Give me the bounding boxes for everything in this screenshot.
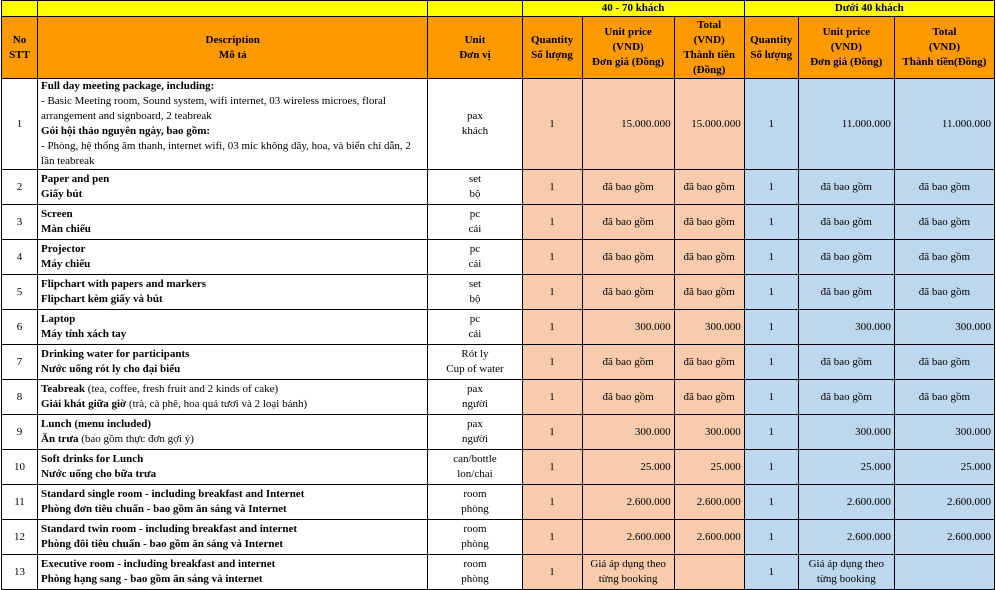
cell-q2: 1 xyxy=(744,485,798,520)
unit-vi: cái xyxy=(468,223,482,235)
header-line: Đơn giá (Đồng) xyxy=(810,56,883,68)
col-description-header xyxy=(38,17,428,79)
group-header-row xyxy=(2,1,995,17)
header-line: (VND) xyxy=(928,41,960,53)
description-line xyxy=(41,79,424,94)
cell-t2: 300.000 xyxy=(894,310,994,345)
description-bold: Soft drinks for Lunch xyxy=(41,453,144,465)
group-blank xyxy=(38,1,428,17)
unit-en: can/bottle xyxy=(453,453,497,465)
unit-en: room xyxy=(463,488,487,500)
cell-t2: 300.000 xyxy=(894,415,994,450)
cell-no: 1 xyxy=(2,79,38,170)
description-normal: (trà, cà phê, hoa quả tươi và 2 loại bánh) xyxy=(126,398,308,410)
cell-t2: đã bao gồm xyxy=(894,170,994,205)
header-line: Quantity xyxy=(750,33,793,46)
description-bold: Projector xyxy=(41,243,86,255)
description-line xyxy=(41,537,424,552)
header-line: Thành tiền xyxy=(683,48,735,61)
cell-p2: 11.000.000 xyxy=(798,79,894,170)
description-bold: Máy chiếu xyxy=(41,258,91,270)
unit-en: pax xyxy=(467,110,483,122)
cell-description xyxy=(38,240,428,275)
cell-p2: 300.000 xyxy=(798,415,894,450)
column-header-row xyxy=(2,17,995,79)
header-line: Số lượng xyxy=(531,48,573,61)
description-line xyxy=(41,417,424,432)
cell-p1: đã bao gồm xyxy=(582,345,674,380)
unit-vi: người xyxy=(462,398,488,410)
header-line: (VND) xyxy=(612,41,644,53)
description-line xyxy=(41,94,424,124)
col-total-1-header xyxy=(674,17,744,79)
cell-p2: đã bao gồm xyxy=(798,240,894,275)
group-under-40: Dưới 40 khách xyxy=(744,1,994,17)
description-bold: Paper and pen xyxy=(41,173,110,185)
col-no-header xyxy=(2,17,38,79)
cell-description xyxy=(38,485,428,520)
cell-no: 10 xyxy=(2,450,38,485)
header-line: Unit price xyxy=(822,26,870,38)
cell-t2: đã bao gồm xyxy=(894,205,994,240)
description-bold: Phòng đơn tiêu chuẩn - bao gồm ăn sáng và Internet xyxy=(41,503,287,515)
description-normal: - Basic Meeting room, Sound system, wifi internet, 03 wireless microes, floral arrangement and signboard, 2 teabreak xyxy=(41,95,386,122)
cell-t1: đã bao gồm xyxy=(674,345,744,380)
cell-q2: 1 xyxy=(744,345,798,380)
cell-no: 6 xyxy=(2,310,38,345)
cell-q2: 1 xyxy=(744,205,798,240)
cell-q1: 1 xyxy=(522,450,582,485)
unit-vi: phòng xyxy=(461,573,489,585)
cell-t2: 11.000.000 xyxy=(894,79,994,170)
cell-q1: 1 xyxy=(522,520,582,555)
cell-unit xyxy=(428,205,522,240)
cell-p2: 300.000 xyxy=(798,310,894,345)
cell-description xyxy=(38,275,428,310)
cell-unit xyxy=(428,310,522,345)
unit-en: pc xyxy=(469,313,481,325)
cell-t2 xyxy=(894,555,994,590)
unit-en: room xyxy=(463,523,487,535)
cell-no: 4 xyxy=(2,240,38,275)
cell-unit xyxy=(428,170,522,205)
unit-en: pc xyxy=(469,208,481,220)
cell-unit xyxy=(428,345,522,380)
unit-vi: cái xyxy=(468,258,482,270)
table-row xyxy=(2,450,995,485)
description-bold: Standard twin room - including breakfast and internet xyxy=(41,523,298,535)
cell-q2: 1 xyxy=(744,450,798,485)
unit-vi: bộ xyxy=(469,188,481,200)
cell-q2: 1 xyxy=(744,380,798,415)
cell-q2: 1 xyxy=(744,79,798,170)
description-bold: Lunch (menu included) xyxy=(41,418,152,430)
cell-q2: 1 xyxy=(744,170,798,205)
unit-vi: Cup of water xyxy=(446,363,504,375)
table-row xyxy=(2,415,995,450)
description-line xyxy=(41,277,424,292)
col-unit-price-1-header xyxy=(582,17,674,79)
cell-q1: 1 xyxy=(522,275,582,310)
description-line xyxy=(41,572,424,587)
cell-description xyxy=(38,310,428,345)
cell-unit xyxy=(428,415,522,450)
table-row xyxy=(2,170,995,205)
header-line: Unit xyxy=(464,33,486,46)
description-bold: Standard single room - including breakfast and Internet xyxy=(41,488,305,500)
description-bold: Màn chiếu xyxy=(41,223,91,235)
cell-p1: 2.600.000 xyxy=(582,485,674,520)
unit-en: pc xyxy=(469,243,481,255)
description-line xyxy=(41,557,424,572)
table-row xyxy=(2,555,995,590)
description-bold: Giấy bút xyxy=(41,188,83,200)
description-bold: Drinking water for participants xyxy=(41,348,190,360)
cell-q1: 1 xyxy=(522,555,582,590)
cell-t1: đã bao gồm xyxy=(674,170,744,205)
cell-unit xyxy=(428,520,522,555)
description-line xyxy=(41,312,424,327)
header-line: Total xyxy=(932,26,957,38)
cell-no: 11 xyxy=(2,485,38,520)
cell-p1: 300.000 xyxy=(582,310,674,345)
table-row xyxy=(2,205,995,240)
cell-no: 3 xyxy=(2,205,38,240)
cell-q2: 1 xyxy=(744,240,798,275)
cell-description xyxy=(38,415,428,450)
table-row xyxy=(2,345,995,380)
description-normal: - Phòng, hệ thống âm thanh, internet wifi, 03 mic không dây, hoa, và biển chỉ dẫn, 2 lần teabreak xyxy=(41,140,411,167)
cell-p1: đã bao gồm xyxy=(582,170,674,205)
description-bold: Laptop xyxy=(41,313,76,325)
cell-p2: đã bao gồm xyxy=(798,380,894,415)
cell-p1: đã bao gồm xyxy=(582,240,674,275)
cell-no: 7 xyxy=(2,345,38,380)
header-line: Quantity xyxy=(530,33,574,46)
description-bold: Ăn trưa xyxy=(41,433,79,445)
description-line xyxy=(41,382,424,397)
cell-t1: đã bao gồm xyxy=(674,240,744,275)
col-total-2-header xyxy=(894,17,994,79)
table-row xyxy=(2,380,995,415)
cell-p2: đã bao gồm xyxy=(798,170,894,205)
unit-vi: phòng xyxy=(461,538,489,550)
description-line xyxy=(41,187,424,202)
cell-p1: đã bao gồm xyxy=(582,275,674,310)
description-bold: Executive room - including breakfast and internet xyxy=(41,558,276,570)
cell-q2: 1 xyxy=(744,415,798,450)
cell-t1: 2.600.000 xyxy=(674,520,744,555)
header-line: Unit price xyxy=(604,26,652,38)
cell-q1: 1 xyxy=(522,345,582,380)
cell-unit xyxy=(428,450,522,485)
cell-t1: đã bao gồm xyxy=(674,275,744,310)
cell-no: 5 xyxy=(2,275,38,310)
cell-p2: đã bao gồm xyxy=(798,275,894,310)
description-bold: Teabreak xyxy=(41,383,86,395)
header-line: (Đồng) xyxy=(692,63,726,76)
cell-q1: 1 xyxy=(522,415,582,450)
unit-en: pax xyxy=(467,383,483,395)
cell-t2: 25.000 xyxy=(894,450,994,485)
description-line xyxy=(41,327,424,342)
description-line xyxy=(41,242,424,257)
cell-description xyxy=(38,380,428,415)
cell-t1: đã bao gồm xyxy=(674,380,744,415)
table-row xyxy=(2,275,995,310)
header-line: Số lượng xyxy=(750,48,793,61)
table-row xyxy=(2,485,995,520)
cell-t2: đã bao gồm xyxy=(894,380,994,415)
cell-no: 2 xyxy=(2,170,38,205)
description-line xyxy=(41,257,424,272)
description-bold: Phòng đôi tiêu chuẩn - bao gồm ăn sáng và Internet xyxy=(41,538,284,550)
cell-t1: 300.000 xyxy=(674,415,744,450)
description-line xyxy=(41,292,424,307)
unit-vi: lon/chai xyxy=(457,468,493,480)
cell-no: 12 xyxy=(2,520,38,555)
cell-unit xyxy=(428,275,522,310)
cell-t1 xyxy=(674,555,744,590)
header-line: Đơn giá (Đồng) xyxy=(592,56,665,68)
col-quantity-2-header xyxy=(744,17,798,79)
cell-t1: 15.000.000 xyxy=(674,79,744,170)
unit-en: room xyxy=(463,558,487,570)
cell-description xyxy=(38,79,428,170)
description-line xyxy=(41,362,424,377)
quotation-table xyxy=(1,0,995,590)
description-bold: Flipchart kèm giấy và bút xyxy=(41,293,163,305)
description-bold: Nước uống rót ly cho đại biểu xyxy=(41,363,181,375)
cell-p1: 25.000 xyxy=(582,450,674,485)
cell-q2: 1 xyxy=(744,275,798,310)
cell-t1: đã bao gồm xyxy=(674,205,744,240)
description-line xyxy=(41,432,424,447)
cell-t2: đã bao gồm xyxy=(894,240,994,275)
header-line: Thành tiền(Đồng) xyxy=(902,56,987,68)
cell-t2: đã bao gồm xyxy=(894,275,994,310)
col-quantity-1-header xyxy=(522,17,582,79)
cell-p2: 2.600.000 xyxy=(798,485,894,520)
header-line: Description xyxy=(205,33,260,46)
description-line xyxy=(41,502,424,517)
description-bold: Máy tính xách tay xyxy=(41,328,127,340)
description-bold: Screen xyxy=(41,208,73,220)
header-line: Mô tả xyxy=(218,48,247,61)
header-line: (VND) xyxy=(830,41,862,53)
table-row xyxy=(2,79,995,170)
description-bold: Full day meeting package, including: xyxy=(41,80,215,92)
table-row xyxy=(2,520,995,555)
cell-no: 13 xyxy=(2,555,38,590)
cell-p1: đã bao gồm xyxy=(582,380,674,415)
description-line xyxy=(41,467,424,482)
description-bold: Phòng hạng sang - bao gồm ăn sáng và internet xyxy=(41,573,263,585)
unit-en: set xyxy=(468,173,482,185)
description-line xyxy=(41,124,424,139)
cell-p2: Giá áp dụng theo từng booking xyxy=(798,555,894,590)
description-bold: Nước uống cho bữa trưa xyxy=(41,468,157,480)
cell-p1: Giá áp dụng theo từng booking xyxy=(582,555,674,590)
cell-t2: 2.600.000 xyxy=(894,520,994,555)
description-normal: (tea, coffee, fresh fruit and 2 kinds of cake) xyxy=(85,383,279,395)
description-bold: Giải khát giữa giờ xyxy=(41,398,127,410)
header-line: Total xyxy=(697,18,722,31)
cell-unit xyxy=(428,79,522,170)
header-line: Đơn vị xyxy=(459,48,491,61)
cell-t2: 2.600.000 xyxy=(894,485,994,520)
description-line xyxy=(41,172,424,187)
header-line: STT xyxy=(9,48,30,61)
cell-p1: 2.600.000 xyxy=(582,520,674,555)
cell-p1: 300.000 xyxy=(582,415,674,450)
cell-q2: 1 xyxy=(744,555,798,590)
cell-no: 8 xyxy=(2,380,38,415)
header-line: (VND) xyxy=(693,33,725,46)
cell-p2: 2.600.000 xyxy=(798,520,894,555)
cell-description xyxy=(38,170,428,205)
cell-description xyxy=(38,345,428,380)
description-line xyxy=(41,452,424,467)
col-unit-header xyxy=(428,17,522,79)
group-blank xyxy=(428,1,522,17)
cell-q2: 1 xyxy=(744,520,798,555)
unit-vi: bộ xyxy=(469,293,481,305)
cell-q2: 1 xyxy=(744,310,798,345)
unit-en: Rót ly xyxy=(461,348,489,360)
unit-vi: phòng xyxy=(461,503,489,515)
cell-unit xyxy=(428,240,522,275)
cell-q1: 1 xyxy=(522,170,582,205)
cell-description xyxy=(38,450,428,485)
cell-t1: 300.000 xyxy=(674,310,744,345)
group-blank xyxy=(2,1,38,17)
cell-q1: 1 xyxy=(522,240,582,275)
description-line xyxy=(41,397,424,412)
group-40-70: 40 - 70 khách xyxy=(522,1,744,17)
description-line xyxy=(41,347,424,362)
description-line xyxy=(41,522,424,537)
col-unit-price-2-header xyxy=(798,17,894,79)
unit-vi: khách xyxy=(461,125,489,137)
cell-t1: 25.000 xyxy=(674,450,744,485)
table-row xyxy=(2,240,995,275)
cell-p2: đã bao gồm xyxy=(798,345,894,380)
header-line: No xyxy=(12,33,27,46)
description-line xyxy=(41,139,424,169)
description-line xyxy=(41,207,424,222)
cell-q1: 1 xyxy=(522,79,582,170)
cell-q1: 1 xyxy=(522,310,582,345)
cell-unit xyxy=(428,555,522,590)
cell-p2: đã bao gồm xyxy=(798,205,894,240)
cell-t2: đã bao gồm xyxy=(894,345,994,380)
cell-p2: 25.000 xyxy=(798,450,894,485)
description-line xyxy=(41,487,424,502)
unit-vi: cái xyxy=(468,328,482,340)
unit-vi: người xyxy=(462,433,488,445)
description-bold: Gói hội thảo nguyên ngày, bao gồm: xyxy=(41,125,211,137)
unit-en: pax xyxy=(467,418,483,430)
cell-p1: 15.000.000 xyxy=(582,79,674,170)
unit-en: set xyxy=(468,278,482,290)
cell-p1: đã bao gồm xyxy=(582,205,674,240)
description-line xyxy=(41,222,424,237)
cell-q1: 1 xyxy=(522,380,582,415)
description-bold: Flipchart with papers and markers xyxy=(41,278,207,290)
cell-unit xyxy=(428,485,522,520)
cell-description xyxy=(38,520,428,555)
description-normal: (bao gồm thực đơn gợi ý) xyxy=(78,433,194,445)
cell-t1: 2.600.000 xyxy=(674,485,744,520)
table-row xyxy=(2,310,995,345)
cell-unit xyxy=(428,380,522,415)
cell-q1: 1 xyxy=(522,485,582,520)
cell-description xyxy=(38,205,428,240)
cell-description xyxy=(38,555,428,590)
cell-no: 9 xyxy=(2,415,38,450)
cell-q1: 1 xyxy=(522,205,582,240)
